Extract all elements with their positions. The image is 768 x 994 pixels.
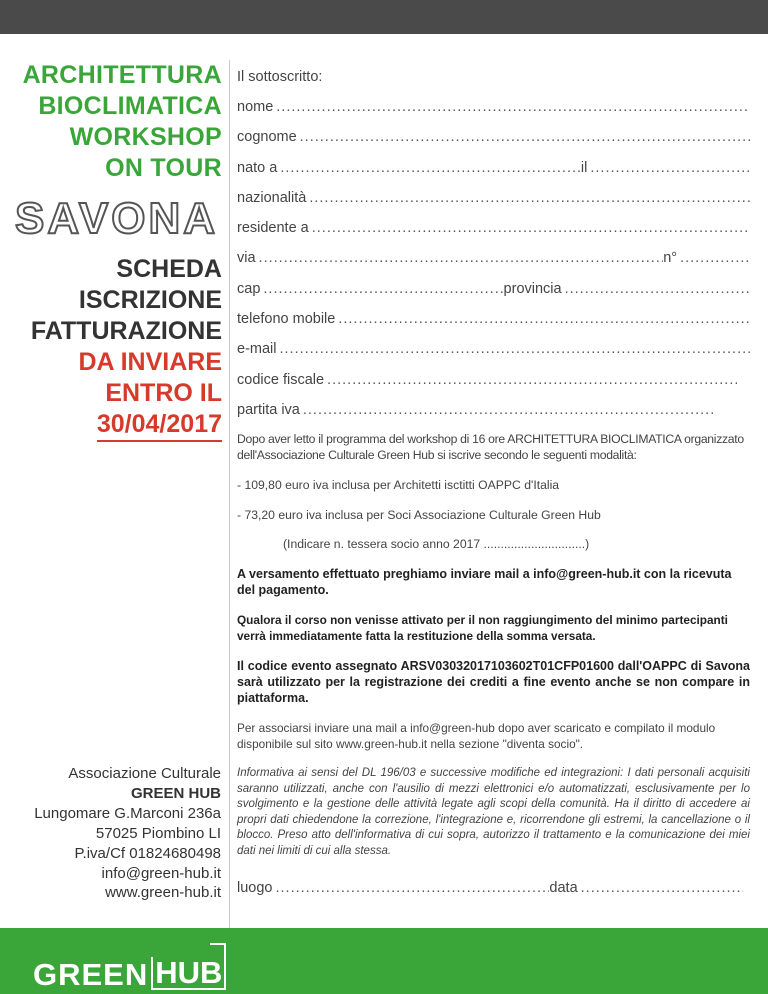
fill-line[interactable] [272,873,549,903]
title-line: BIOCLIMATICA [38,92,222,120]
association-info [0,764,221,864]
field-partita-iva[interactable] [237,395,715,425]
field-nato-a[interactable] [237,153,750,183]
fill-line[interactable] [677,243,750,273]
field-nome[interactable] [237,92,750,122]
workshop-title [0,60,222,184]
form-title-line: ISCRIZIONE [78,286,222,314]
title-line: WORKSHOP [69,123,222,151]
fill-line[interactable] [256,243,664,273]
field-label: n° [663,250,678,267]
form-intro: Il sottoscritto: [237,69,323,85]
field-label: data [549,880,578,897]
deadline-line: ENTRO IL [105,379,222,407]
fill-line[interactable] [276,334,750,364]
fill-line[interactable] [260,274,503,304]
field-label: via [237,250,256,267]
refund-notice: Qualora il corso non venisse attivato per il non raggiungimento del minimo partecipanti verrà immediatamente fatta la restituzione della somma versata. [237,613,728,644]
payment-notice: A versamento effettuato preghiamo inviare mail a info@green-hub.it con la ricevuta del pagamento. [237,567,732,598]
association-vat: P.iva/Cf 01824680498 [74,845,221,862]
top-bar [0,0,768,34]
logo-hub-box [151,957,226,990]
association-label: Associazione Culturale [68,765,221,782]
fill-line[interactable] [335,304,750,334]
title-line: ON TOUR [105,154,222,182]
field-label: partita iva [237,401,300,418]
event-code-notice: Il codice evento assegnato ARSV03032017103602T01CFP01600 dall'OAPPC di Savona sarà utilizzato per la registrazione dei crediti a fine evento anche se non compare in piattaforma. [237,659,750,706]
footer-bar [0,928,768,994]
field-label: nome [237,99,274,115]
field-telefono[interactable] [237,304,750,334]
field-label: il [580,159,588,176]
field-label: telefono mobile [237,311,336,328]
fill-line[interactable] [309,213,750,243]
field-label: provincia [503,280,562,297]
field-label: nazionalità [237,189,307,206]
field-label: luogo [237,880,273,897]
field-label: nato a [237,159,278,176]
registration-form [237,62,750,956]
field-codice-fiscale[interactable] [237,365,737,395]
logo-text-hub: HUB [155,955,223,990]
form-title-line: FATTURAZIONE [30,317,222,345]
program-text: Dopo aver letto il programma del workshop di 16 ore ARCHITETTURA BIOCLIMATICA organizzato dell'Associazione Culturale Green Hub si iscrive secondo le seguenti modalità: [237,432,744,463]
left-column [0,60,222,442]
form-title-line: SCHEDA [116,255,222,283]
form-title [0,254,222,347]
fill-line[interactable] [578,873,743,903]
field-label: cap [237,280,261,297]
logo-text-green: GREEN [33,957,149,992]
association-address: Lungomare G.Marconi 236a [34,805,221,822]
field-cognome[interactable] [237,122,750,152]
field-residente-a[interactable] [237,213,750,243]
price-option-architects: - 109,80 euro iva inclusa per Architetti isctitti OAPPC d'Italia [237,478,560,493]
field-via[interactable] [237,243,750,273]
fill-line[interactable] [297,122,750,152]
fill-line[interactable] [587,153,750,183]
fill-line[interactable] [277,153,581,183]
association-name: GREEN HUB [130,785,221,802]
field-luogo-data[interactable] [237,873,743,903]
price-option-members: - 73,20 euro iva inclusa per Soci Associazione Culturale Green Hub [237,508,601,523]
deadline-date: 30/04/2017 [97,409,222,442]
fill-line[interactable] [324,365,737,395]
privacy-notice: Informativa ai sensi del DL 196/03 e successive modifiche ed integrazioni: I dati personali acquisiti saranno utilizzati, anche con l'ausilio di mezzi elettronici e/o automatizzati, esclusivamente per lo svolgimento e la gestione delle attività legate agli scopi della comunità. Ha il diritto di accedere ai propri dati chiedendone la correzione, l'integrazione e, ricorrendone gli estremi, la cancellazione o il blocco. Preso atto dell'informativa di cui sopra, autorizzo il trattamento e la comunicazione dei miei dati nei limiti di cui alla stessa. [237,767,750,857]
fill-line[interactable] [300,395,715,425]
column-divider [229,60,230,928]
deadline [0,347,222,442]
association-contacts [0,864,221,902]
field-label: codice fiscale [237,371,325,388]
logo-corner-icon [210,943,226,959]
membership-info: Per associarsi inviare una mail a info@green-hub dopo aver scaricato e compilato il modulo disponibile sul sito www.green-hub.it nella sezione "diventa socio". [237,721,716,752]
field-cap[interactable] [237,274,750,304]
field-label: residente a [237,220,309,237]
city-name: SAVONA [15,194,218,243]
association-city: 57025 Piombino LI [95,825,221,842]
green-hub-logo [33,954,226,990]
field-nazionalita[interactable] [237,183,750,213]
field-label: cognome [237,129,297,146]
fill-line[interactable] [273,92,750,122]
membership-card-note: (Indicare n. tessera socio anno 2017 ..............................) [283,537,590,552]
field-label: e-mail [237,341,277,358]
contact-email[interactable]: info@green-hub.it [101,865,221,882]
deadline-line: DA INVIARE [78,348,222,376]
field-email[interactable] [237,334,750,364]
fill-line[interactable] [562,274,750,304]
fill-line[interactable] [306,183,750,213]
contact-website[interactable]: www.green-hub.it [105,884,221,901]
title-line: ARCHITETTURA [22,61,222,89]
